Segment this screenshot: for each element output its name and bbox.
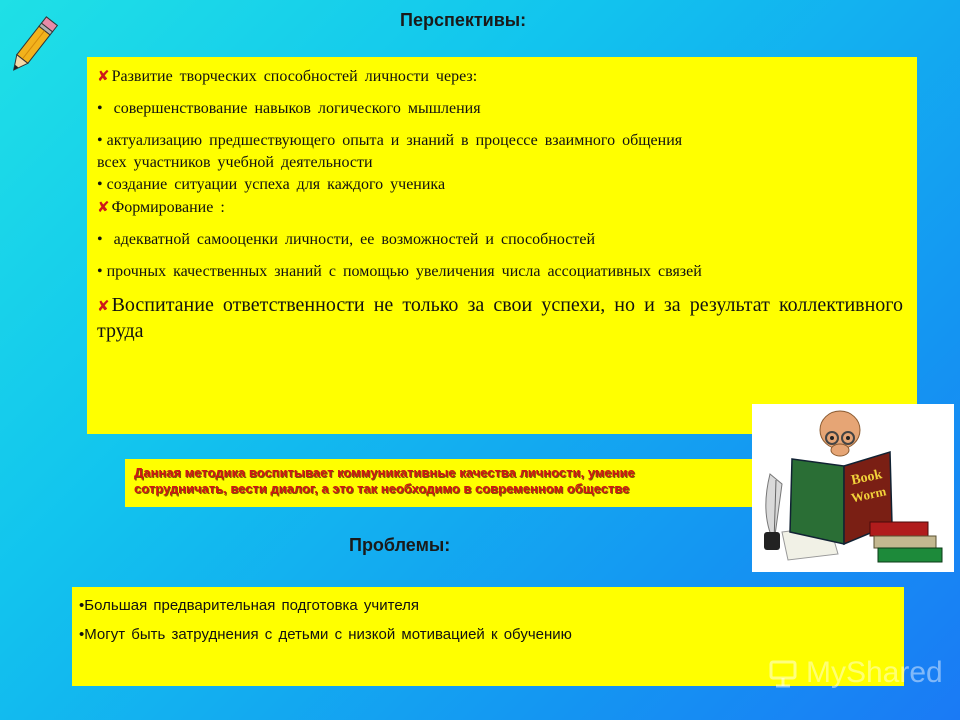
cross-mark-icon: ✘ [97, 297, 110, 315]
perspective-text: Формирование : [111, 199, 225, 216]
perspective-text: Воспитание ответственности не только за свои успехи, но и за результат коллективного труда [97, 294, 903, 342]
perspective-text: прочных качественных знаний с помощью увеличения числа ассоциативных связей [106, 263, 702, 280]
watermark-text: MyShared [806, 656, 943, 689]
book-cover-text: Book [849, 467, 884, 489]
bookworm-illustration [752, 404, 954, 572]
problem-text: Большая предварительная подготовка учителя [84, 597, 420, 614]
perspective-subitem: • адекватной самооценки личности, ее возможностей и способностей [97, 231, 595, 248]
perspective-subitem: • создание ситуации успеха для каждого ученика [97, 176, 446, 193]
methodology-note [125, 459, 757, 507]
perspectives-title: Перспективы: [400, 10, 527, 30]
perspective-subitem: • актуализацию предшествующего опыта и знаний в процессе взаимного общения [97, 132, 683, 149]
cross-mark-icon: ✘ [97, 67, 110, 85]
problem-item: •Могут быть затруднения с детьми с низкой мотивацией к обучению [79, 626, 572, 643]
perspective-item [97, 196, 903, 219]
note-line: сотрудничать, вести диалог, а это так необходимо в современном обществе [134, 481, 630, 496]
perspective-item [97, 65, 903, 88]
note-line: Данная методика воспитывает коммуникативные качества личности, умение [134, 465, 635, 480]
perspective-text: адекватной самооценки личности, ее возможностей и способностей [113, 231, 595, 248]
myshared-watermark [768, 655, 943, 691]
problem-text: Могут быть затруднения с детьми с низкой мотивацией к обучению [84, 626, 572, 643]
pencil-icon [2, 12, 62, 78]
myshared-logo-icon [768, 656, 802, 690]
book-cover-text: Worm [849, 483, 888, 506]
perspective-item-large [97, 293, 903, 344]
cross-mark-icon: ✘ [97, 198, 110, 216]
perspective-subitem: • совершенствование навыков логического мышления [97, 100, 481, 117]
perspective-text: создание ситуации успеха для каждого ученика [106, 176, 446, 193]
perspectives-box [87, 57, 917, 434]
perspective-text: совершенствование навыков логического мышления [113, 100, 481, 117]
problem-item: •Большая предварительная подготовка учителя [79, 597, 420, 614]
problems-title: Проблемы: [349, 535, 451, 555]
perspective-text: Развитие творческих способностей личности через: [111, 68, 478, 85]
perspective-subitem: • прочных качественных знаний с помощью увеличения числа ассоциативных связей [97, 263, 702, 280]
perspective-text: актуализацию предшествующего опыта и знаний в процессе взаимного общения [106, 132, 683, 149]
perspective-subitem-continuation: всех участников учебной деятельности [97, 154, 373, 171]
